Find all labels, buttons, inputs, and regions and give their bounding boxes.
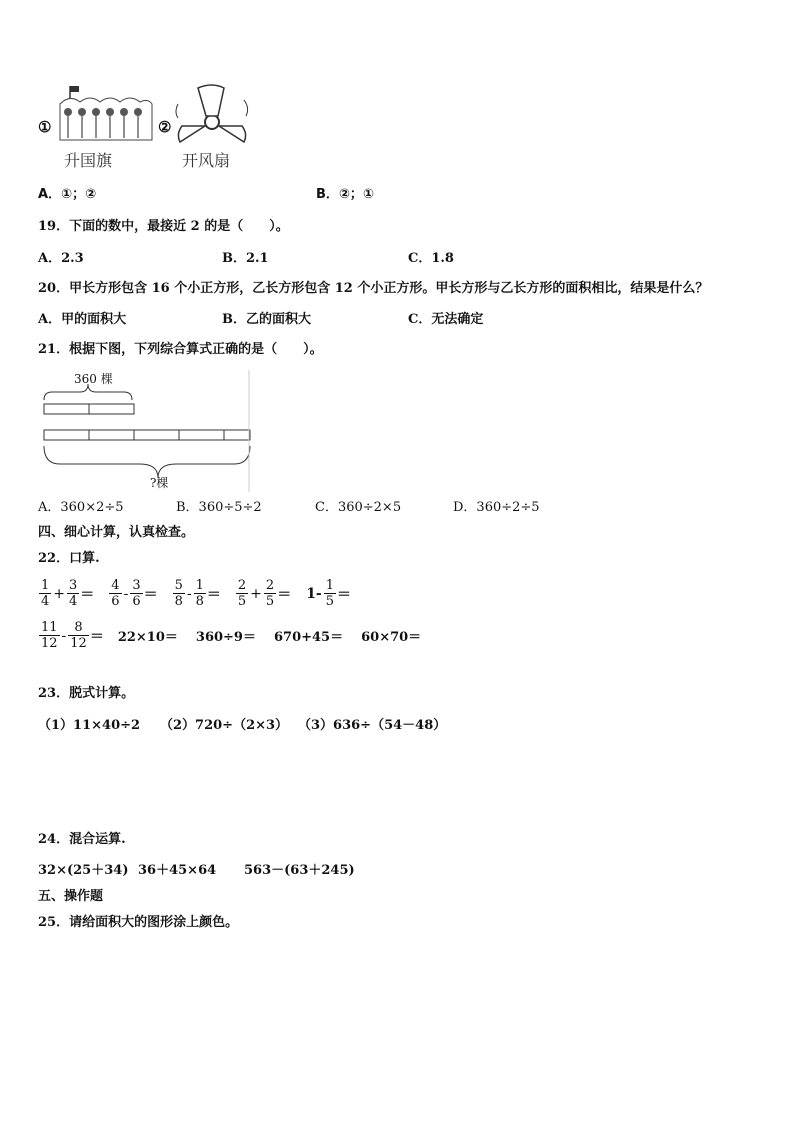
q22-stem: 22．口算.	[38, 551, 100, 566]
section-4-heading: 四、细心计算，认真检查。	[38, 525, 195, 540]
oral-expression: 670+45＝	[273, 630, 344, 645]
item1-caption: 升国旗	[64, 151, 113, 170]
q21-stem: 21．根据下图，下列综合算式正确的是（ ）。	[38, 342, 323, 357]
q24-item-1: 32×(25＋34)	[38, 863, 129, 878]
q19-option-b[interactable]: B．2.1	[222, 251, 269, 266]
q18-option-b[interactable]: B．②；①	[316, 187, 374, 202]
flag-raising-image	[56, 82, 156, 144]
q18-option-a[interactable]: A．①；②	[38, 187, 97, 202]
oral-expression: 22×10＝	[117, 630, 178, 645]
fraction: $\frac{2}{5}$	[265, 578, 275, 609]
fraction: $\frac{3}{6}$	[132, 578, 141, 609]
fraction: $\frac{1}{8}$	[195, 578, 204, 609]
q24-item-2: 36＋45×64	[138, 863, 217, 878]
q23-item-2: （2）720÷（2×3）	[160, 718, 289, 733]
fraction: $\frac{1}{5}$	[325, 578, 335, 609]
q19-option-c[interactable]: C．1.8	[408, 251, 454, 266]
q24-item-3: 563－(63＋245)	[244, 863, 355, 878]
q23-item-1: （1）11×40÷2	[38, 718, 141, 733]
item2-caption: 开风扇	[182, 151, 231, 170]
q21-option-d[interactable]: D．360÷2÷5	[453, 500, 540, 515]
item2-marker: ②	[158, 118, 172, 136]
fraction: $\frac{1}{4}$	[41, 578, 50, 609]
q22-row-1: $\frac{1}{4}$ + $\frac{3}{4}$ ＝ $\frac{4}{6}$ - $\frac{3}{6}$ ＝ $\frac{5}{8}$ - $\frac{1}{8}$ ＝ $\frac{2}{5}$ + $\frac{2}{5}$ ＝ 1- $\frac{1}{5}$ ＝	[41, 578, 352, 609]
q21-option-a[interactable]: A．360×2÷5	[38, 500, 124, 515]
diagram-top-label: 360 棵	[74, 372, 113, 386]
bottom-brace	[44, 446, 250, 478]
q21-option-c[interactable]: C．360÷2×5	[315, 500, 402, 515]
fraction: $\frac{2}{5}$	[237, 578, 247, 609]
oral-expression: 60×70＝	[361, 630, 422, 645]
section-5-heading: 五、操作题	[38, 889, 104, 904]
q20-option-c[interactable]: C．无法确定	[408, 312, 484, 327]
q22-row-2: $\frac{11}{12}$ - $\frac{8}{12}$ ＝ 22×10＝ 360÷9＝ 670+45＝ 60×70＝	[41, 620, 422, 651]
q24-stem: 24．混合运算.	[38, 832, 126, 847]
q19-stem: 19．下面的数中，最接近 2 的是（ ）。	[38, 219, 289, 234]
diagram-bottom-label: ?棵	[150, 476, 169, 490]
fraction: $\frac{11}{12}$	[41, 620, 58, 651]
item1-marker: ①	[38, 118, 52, 136]
q25-stem: 25．请给面积大的图形涂上颜色。	[38, 915, 239, 930]
oral-expression: 360÷9＝	[195, 630, 256, 645]
q23-item-3: （3）636÷（54－48）	[298, 718, 447, 733]
fan-image	[174, 82, 254, 146]
q23-stem: 23．脱式计算。	[38, 686, 135, 701]
q18-illustrations	[38, 82, 268, 172]
q19-option-a[interactable]: A．2.3	[38, 251, 84, 266]
fraction: $\frac{5}{8}$	[174, 578, 183, 609]
bottom-bar	[44, 430, 250, 440]
q20-stem: 20．甲长方形包含 16 个小正方形，乙长方形包含 12 个小正方形。甲长方形与乙长方形的面积相比，结果是什么？	[38, 281, 709, 296]
q20-option-a[interactable]: A．甲的面积大	[38, 312, 127, 327]
fraction: $\frac{3}{4}$	[69, 578, 78, 609]
q20-option-b[interactable]: B．乙的面积大	[222, 312, 311, 327]
q21-option-b[interactable]: B．360÷5÷2	[176, 500, 262, 515]
fraction: $\frac{8}{12}$	[70, 620, 87, 651]
q21-bar-diagram	[40, 370, 255, 492]
fraction: $\frac{4}{6}$	[111, 578, 120, 609]
